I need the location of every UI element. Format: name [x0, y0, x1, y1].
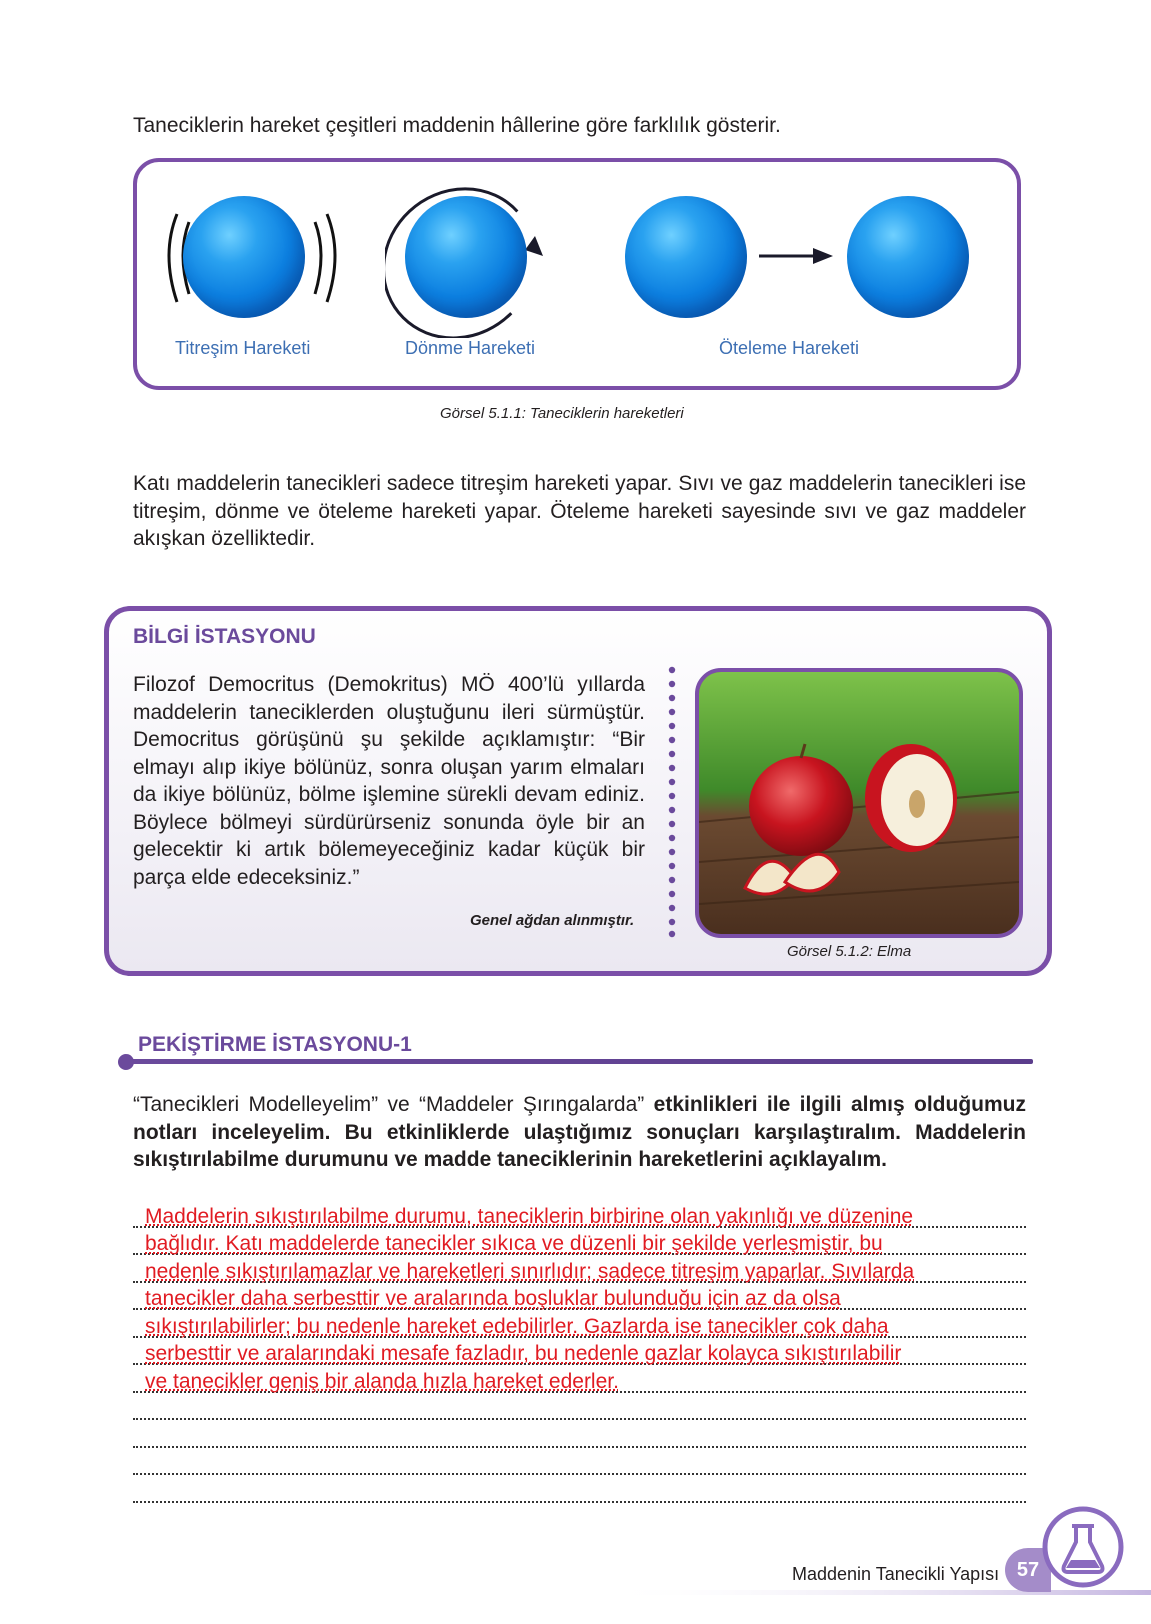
motion-figure — [133, 158, 1021, 390]
translation-arrow-icon — [757, 246, 837, 266]
dotted-divider — [668, 666, 676, 938]
prompt-bold: etkinlikleri ile ilgili almış olduğumuz notları inceleyelim. Bu etkinliklerde ulaştığımız sonuçları karşılaştıralım. Maddelerin sıkıştırılabilme durumunu ve madde taneciklerinin hareketlerini açıklayalım. — [133, 1093, 1026, 1171]
answer-line[interactable] — [133, 1338, 1026, 1366]
flask-icon — [1038, 1502, 1138, 1602]
answer-line[interactable] — [133, 1448, 1026, 1476]
figure1-caption: Görsel 5.1.1: Taneciklerin hareketleri — [440, 405, 684, 422]
reinforcement-title: PEKİŞTİRME İSTASYONU-1 — [138, 1033, 412, 1056]
title-underline — [117, 1054, 1037, 1070]
apple-image — [699, 672, 1019, 934]
info-source: Genel ağdan alınmıştır. — [470, 912, 635, 929]
intro-text: Taneciklerin hareket çeşitleri maddenin hâllerine göre farklılık gösterir. — [133, 114, 781, 137]
answer-text: serbesttir ve aralarındaki mesafe fazladır, bu nedenle gazlar kolayca sıkıştırılabilir — [145, 1342, 902, 1365]
answer-text: ve tanecikler geniş bir alanda hızla hareket ederler. — [145, 1369, 619, 1393]
answer-line[interactable] — [133, 1228, 1026, 1256]
answer-line[interactable] — [133, 1393, 1026, 1421]
answer-text: tanecikler daha serbesttir ve aralarında boşluklar bulunduğu için az da olsa — [145, 1287, 841, 1310]
translation-particle-start — [625, 196, 747, 318]
label-translation: Öteleme Hareketi — [719, 338, 860, 358]
answer-line[interactable] — [133, 1283, 1026, 1311]
label-rotation: Dönme Hareketi — [405, 338, 536, 358]
body-paragraph: Katı maddelerin tanecikleri sadece titreşim hareketi yapar. Sıvı ve gaz maddelerin tanecikleri ise titreşim, dönme ve öteleme hareketi yapar. Öteleme hareketi sayesinde sıvı ve gaz maddeler akışkan özelliktedir. — [133, 472, 1026, 550]
answer-line[interactable] — [133, 1200, 1026, 1228]
info-station-title: BİLGİ İSTASYONU — [133, 625, 316, 648]
answer-text: sıkıştırılabilirler; bu nedenle hareket edebilirler. Gazlarda ise tanecikler çok daha — [145, 1314, 889, 1338]
answer-line[interactable] — [133, 1365, 1026, 1393]
apple-photo — [695, 668, 1023, 938]
answer-line[interactable] — [133, 1310, 1026, 1338]
page-number: 57 — [1005, 1548, 1051, 1592]
answer-line[interactable] — [133, 1420, 1026, 1448]
answer-text: Maddelerin sıkıştırılabilme durumu, taneciklerin birbirine olan yakınlığı ve düzenine — [145, 1204, 914, 1228]
photo-caption: Görsel 5.1.2: Elma — [787, 943, 912, 960]
answer-text: nedenle sıkıştırılamazlar ve hareketleri sınırlıdır; sadece titreşim yaparlar. Sıvılarda — [145, 1259, 915, 1283]
prompt-normal: “Tanecikleri Modelleyelim” ve “Maddeler Şırıngalarda” — [133, 1093, 645, 1116]
reinforcement-prompt — [133, 1091, 1026, 1174]
label-vibration: Titreşim Hareketi — [175, 338, 311, 358]
info-station-text: Filozof Democritus (Demokritus) MÖ 400’lü yıllarda maddelerin taneciklerden oluştuğunu ileri sürmüştür. Democritus görüşünü şu şekilde açıklamıştır: “Bir elmayı alıp ikiye bölünüz, sonra oluşan yarım elmaları da ikiye bölünüz, bölme işlemine sürekli devam ediniz. Böylece bölmeyi sürdürürseniz sonunda öyle bir an gelecektir ki artık bölemeyeceğiniz kadar küçük bir parça elde edeceksiniz.” — [133, 673, 645, 889]
vibration-particle — [183, 196, 305, 318]
footer-chapter-title: Maddenin Tanecikli Yapısı — [792, 1564, 1000, 1584]
rotation-particle — [405, 196, 527, 318]
answer-line[interactable] — [133, 1255, 1026, 1283]
translation-particle-end — [847, 196, 969, 318]
answer-line[interactable] — [133, 1475, 1026, 1503]
answer-area[interactable] — [133, 1200, 1026, 1503]
answer-text: bağlıdır. Katı maddelerde tanecikler sıkıca ve düzenli bir şekilde yerleşmiştir, bu — [145, 1232, 883, 1255]
